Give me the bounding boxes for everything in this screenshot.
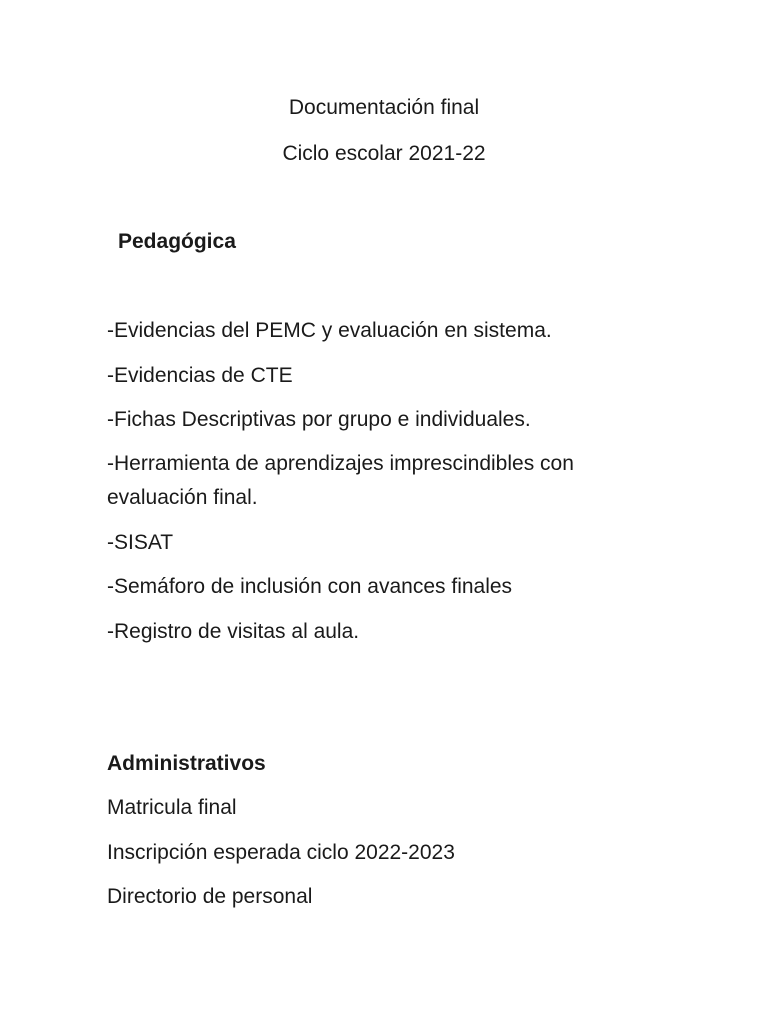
list-item: -Fichas Descriptivas por grupo e individuales.: [107, 408, 531, 431]
section-heading-pedagogica: Pedagógica: [118, 230, 236, 253]
list-item: Inscripción esperada ciclo 2022-2023: [107, 841, 455, 864]
list-item: -Herramienta de aprendizajes imprescindibles con evaluación final.: [107, 452, 574, 509]
list-item: Directorio de personal: [107, 885, 313, 908]
section-heading-administrativos: Administrativos: [107, 752, 266, 775]
list-item: -Evidencias de CTE: [107, 364, 293, 387]
list-item: -Semáforo de inclusión con avances finales: [107, 575, 513, 598]
list-item: -Registro de visitas al aula.: [107, 620, 360, 643]
document-subtitle: Ciclo escolar 2021-22: [282, 142, 486, 165]
document-title: Documentación final: [288, 96, 480, 119]
list-item: Matricula final: [107, 796, 237, 819]
list-item: -SISAT: [107, 531, 174, 554]
list-item: -Evidencias del PEMC y evaluación en sistema.: [107, 319, 552, 342]
